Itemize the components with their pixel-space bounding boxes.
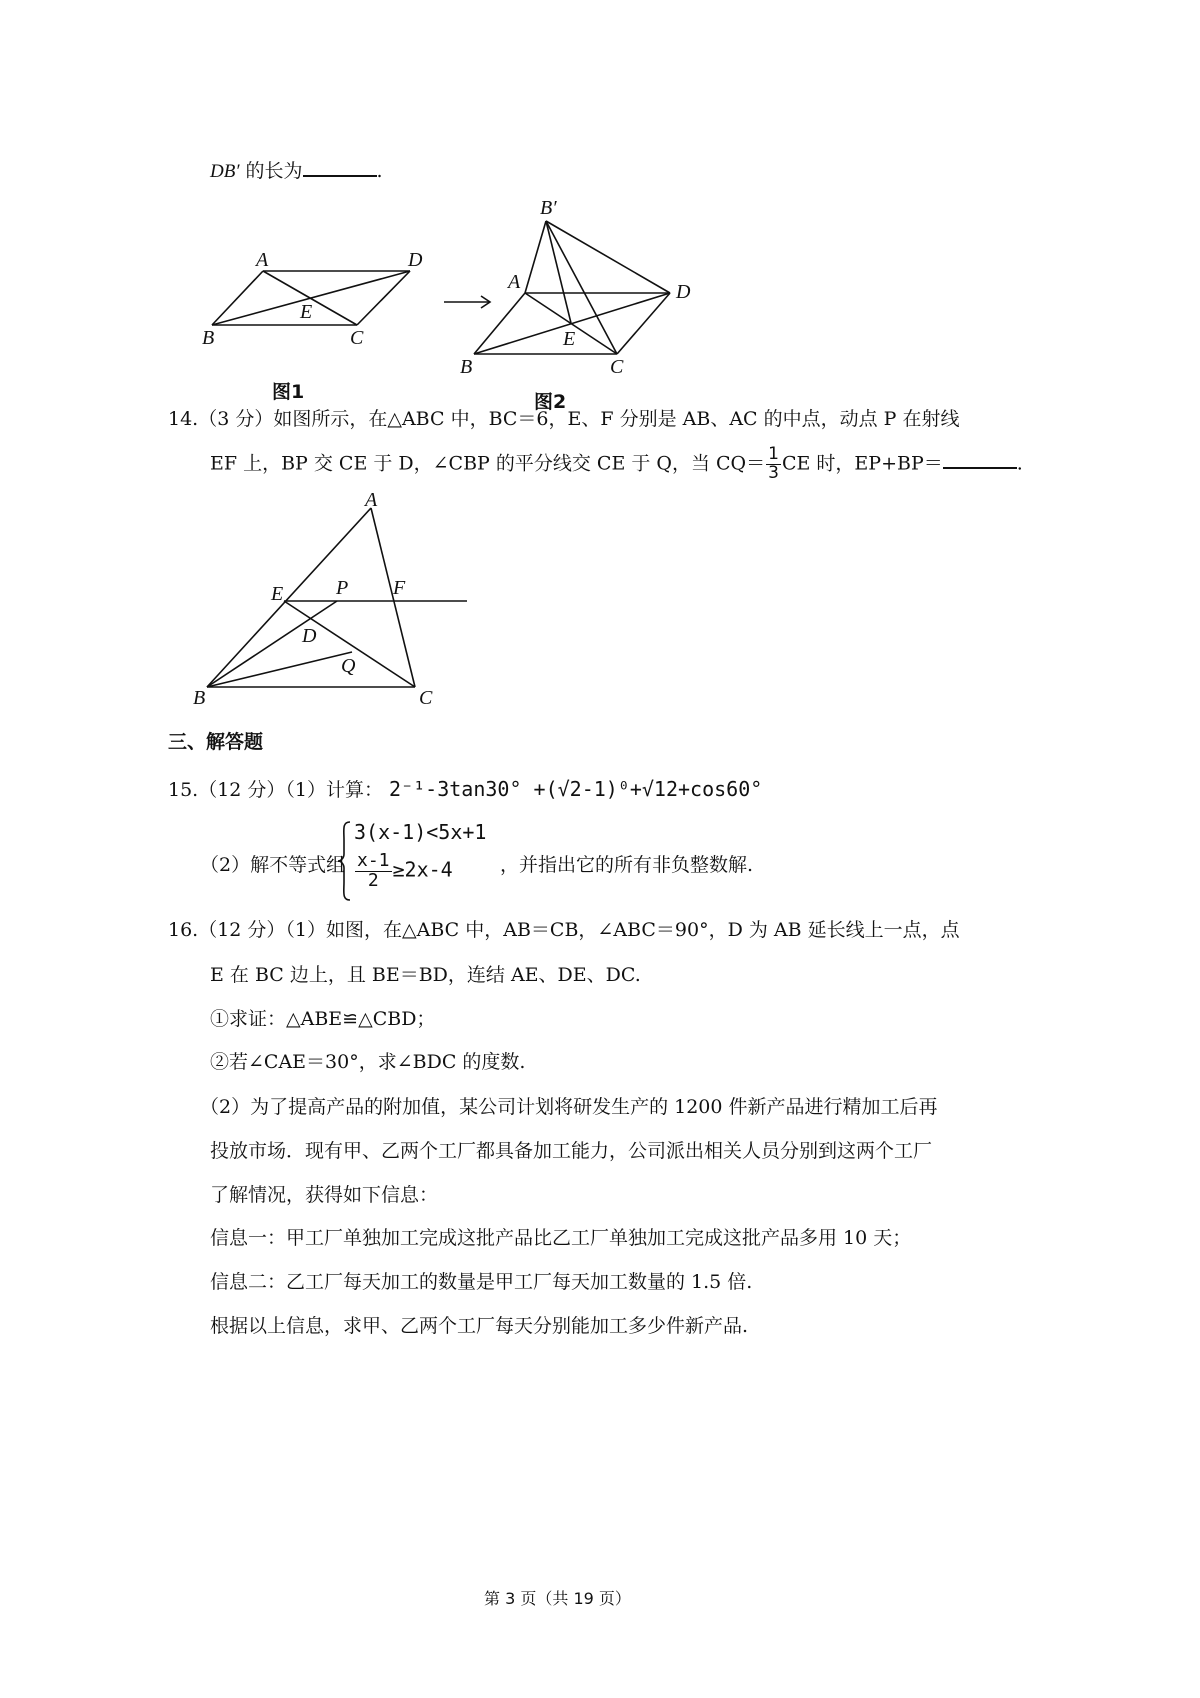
q16-line7: 了解情况，获得如下信息：: [210, 1184, 439, 1206]
fig2-label-C: C: [610, 356, 624, 378]
fig1-caption: 图1: [272, 381, 305, 403]
fig14-label-D: D: [302, 625, 317, 647]
fig2-label-B: B: [460, 356, 473, 378]
q14-line2: [210, 446, 1023, 483]
fig1-label-A: A: [256, 249, 269, 271]
q15-ineq2-den: 2: [367, 869, 379, 891]
q16-line9: 信息二：乙工厂每天加工的数量是甲工厂每天加工数量的 1.5 倍.: [210, 1271, 753, 1293]
q13-text: 的长为: [239, 160, 303, 182]
q16-line10: 根据以上信息，求甲、乙两个工厂每天分别能加工多少件新产品.: [210, 1315, 749, 1337]
fig1-label-B: B: [202, 327, 215, 349]
q16-line3: ①求证：△ABE≌△CBD；: [210, 1008, 436, 1030]
figure-13: [190, 190, 750, 420]
left-brace-icon: [336, 820, 352, 902]
fig1-label-E: E: [300, 301, 313, 323]
q15-ineq2-fraction: [355, 852, 392, 891]
fig2-label-A: A: [508, 271, 521, 293]
q13-answer-blank: [303, 157, 377, 177]
q15-line2-suffix: ，并指出它的所有非负整数解.: [500, 854, 754, 876]
q13-answer-line: [210, 156, 383, 183]
q16-line1: 16.（12 分）（1）如图，在△ABC 中，AB＝CB，∠ABC＝90°，D 为 AB 延长线上一点，点: [168, 919, 960, 941]
q15-line1: [168, 775, 762, 802]
fig2-label-D: D: [676, 281, 691, 303]
q14-answer-blank: [943, 449, 1017, 469]
q14-end: .: [1016, 452, 1023, 475]
q13-segment: DB′: [210, 161, 240, 182]
fig14-label-A: A: [365, 490, 378, 511]
q15-ineq2-num: x-1: [357, 850, 390, 871]
q15-line1-prefix: 15.（12 分）（1）计算：: [168, 779, 384, 801]
q14-line1: 14.（3 分）如图所示，在△ABC 中，BC＝6，E、F 分别是 AB、AC 的中点，动点 P 在射线: [168, 408, 960, 430]
q16-line4: ②若∠CAE＝30°，求∠BDC 的度数.: [210, 1051, 526, 1073]
fig14-label-C: C: [419, 687, 433, 709]
q14-line2-a: EF 上，BP 交 CE 于 D，∠CBP 的平分线交 CE 于 Q，当 CQ＝: [210, 452, 766, 475]
q15-expression: 2⁻¹-3tan30° +(√2-1)⁰+√12+cos60°: [389, 777, 763, 801]
q16-line2: E 在 BC 边上，且 BE＝BD，连结 AE、DE、DC.: [210, 964, 641, 986]
q16-line8: 信息一：甲工厂单独加工完成这批产品比乙工厂单独加工完成这批产品多用 10 天；: [210, 1227, 912, 1249]
fig2-label-Bprime: B′: [540, 197, 557, 219]
q14-frac-num: 1: [768, 444, 779, 464]
q15-inequality-2: [354, 852, 453, 891]
q14-frac-den: 3: [768, 462, 779, 483]
fig2-caption: 图2: [534, 391, 567, 413]
fig14-label-F: F: [393, 577, 406, 599]
fig14-label-P: P: [336, 577, 349, 599]
q14-fraction: [766, 446, 781, 483]
q15-ineq2-rest: ≥2x-4: [392, 857, 453, 882]
q15-inequality-1: 3(x-1)<5x+1: [354, 820, 487, 844]
q16-line6: 投放市场．现有甲、乙两个工厂都具备加工能力，公司派出相关人员分别到这两个工厂: [210, 1140, 933, 1162]
fig14-label-E: E: [271, 583, 284, 605]
figure-14: [185, 490, 485, 715]
fig14-label-Q: Q: [341, 655, 356, 677]
fig1-label-D: D: [408, 249, 423, 271]
q14-line2-b: CE 时，EP+BP＝: [781, 452, 943, 475]
fig1-label-C: C: [350, 327, 364, 349]
q16-line5: （2）为了提高产品的附加值，某公司计划将研发生产的 1200 件新产品进行精加工后再: [200, 1096, 938, 1118]
q15-line2-prefix: （2）解不等式组: [200, 854, 346, 876]
q13-end: .: [376, 160, 383, 182]
fig2-label-E: E: [563, 328, 576, 350]
fig14-label-B: B: [193, 687, 206, 709]
transform-arrow-icon: [444, 296, 490, 308]
page-footer: 第 3 页（共 19 页）: [484, 1589, 631, 1608]
section-title: 三、解答题: [168, 731, 264, 753]
